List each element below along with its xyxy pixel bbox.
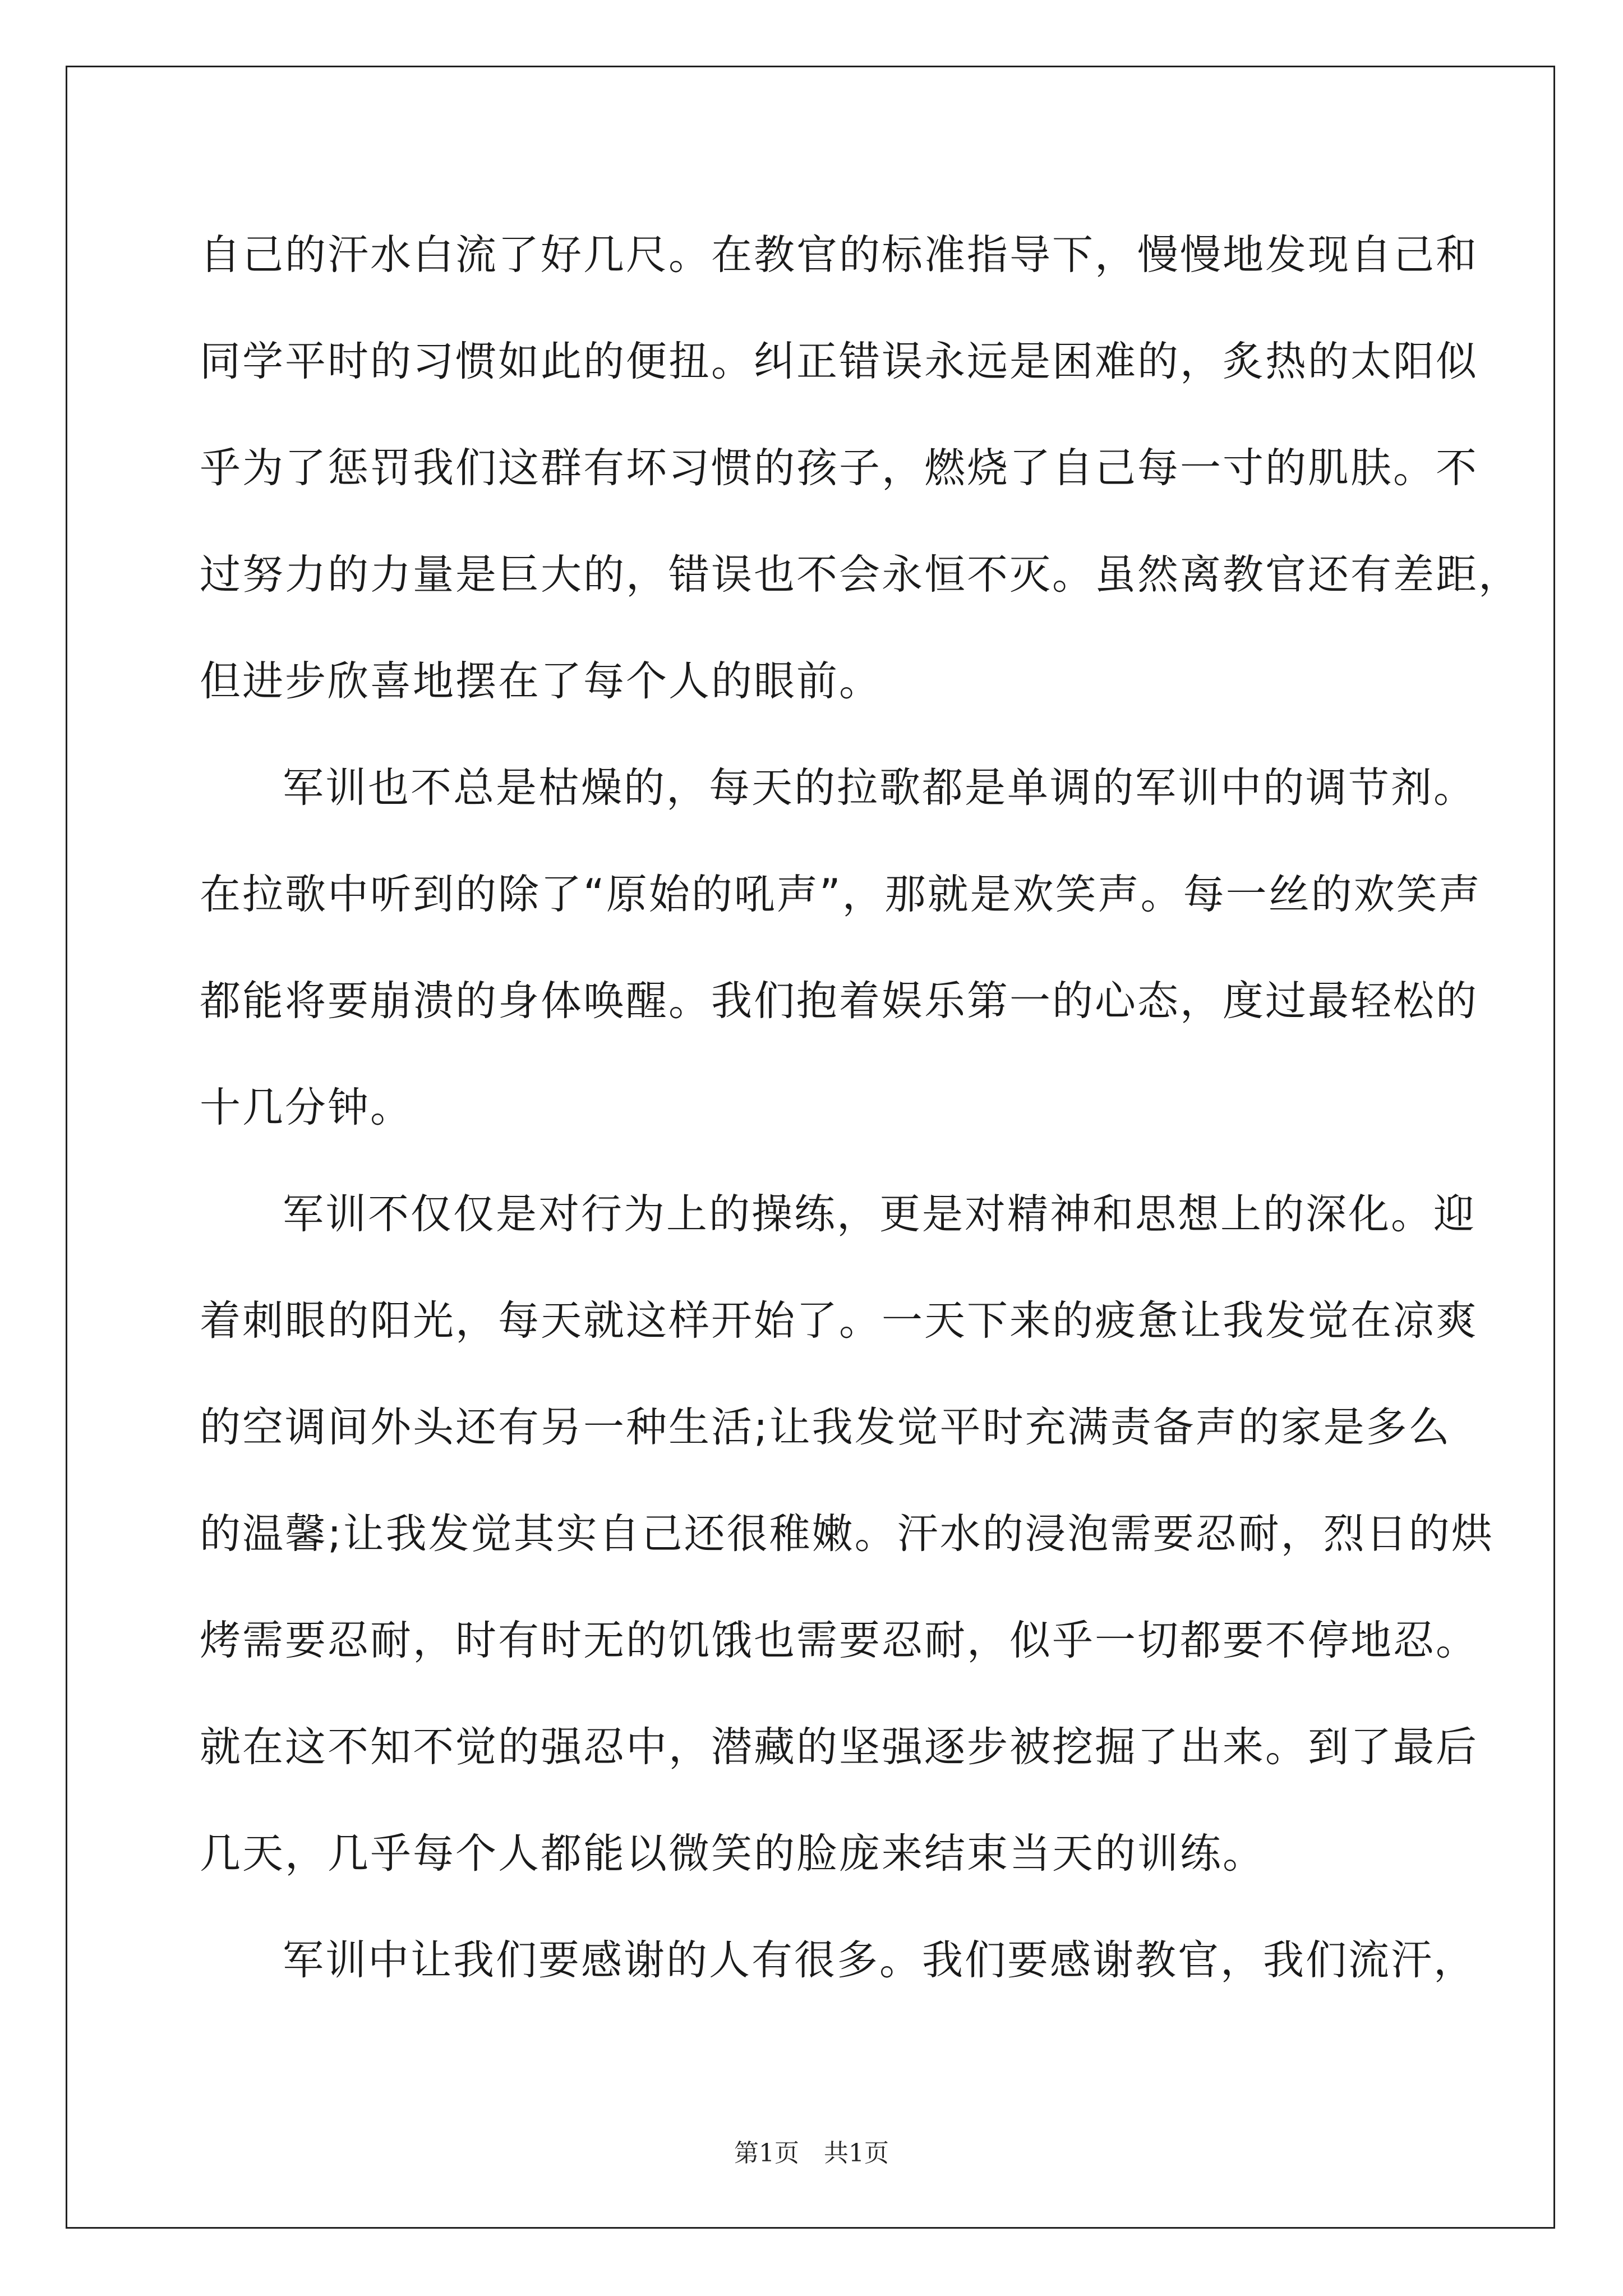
text-line: 但进步欣喜地摆在了每个人的眼前。 [200,657,882,705]
text-line: 同学平时的习惯如此的便扭。纠正错误永远是困难的，炙热的太阳似 [200,338,1478,385]
text-line: 乎为了惩罚我们这群有坏习惯的孩子，燃烧了自己每一寸的肌肤。不 [200,444,1478,492]
text-line: 在拉歌中听到的除了“原始的吼声”，那就是欢笑声。每一丝的欢笑声 [200,871,1482,918]
text-line: 的空调间外头还有另一种生活;让我发觉平时充满责备声的家是多么 [200,1404,1451,1451]
text-line: 着刺眼的阳光，每天就这样开始了。一天下来的疲惫让我发觉在凉爽 [200,1297,1478,1345]
text-line: 几天，几乎每个人都能以微笑的脸庞来结束当天的训练。 [200,1830,1265,1878]
text-line: 军训中让我们要感谢的人有很多。我们要感谢教官，我们流汗， [283,1936,1476,1984]
text-line: 都能将要崩溃的身体唤醒。我们抱着娱乐第一的心态，度过最轻松的 [200,977,1478,1025]
text-line: 自己的汗水白流了好几尺。在教官的标准指导下，慢慢地发现自己和 [200,231,1478,279]
page-footer: 第1页 共1页 [734,2139,889,2168]
text-line: 军训也不总是枯燥的，每天的拉歌都是单调的军训中的调节剂。 [283,764,1476,812]
document-body [200,202,1521,2014]
text-line: 十几分钟。 [200,1084,413,1131]
text-line: 就在这不知不觉的强忍中，潜藏的坚强逐步被挖掘了出来。到了最后 [200,1723,1478,1771]
text-line: 烤需要忍耐，时有时无的饥饿也需要忍耐，似乎一切都要不停地忍。 [200,1617,1478,1664]
text-line: 的温馨;让我发觉其实自己还很稚嫩。汗水的浸泡需要忍耐，烈日的烘 [200,1510,1494,1558]
text-line: 军训不仅仅是对行为上的操练，更是对精神和思想上的深化。迎 [283,1190,1476,1238]
text-line: 过努力的力量是巨大的，错误也不会永恒不灭。虽然离教官还有差距， [200,551,1521,599]
